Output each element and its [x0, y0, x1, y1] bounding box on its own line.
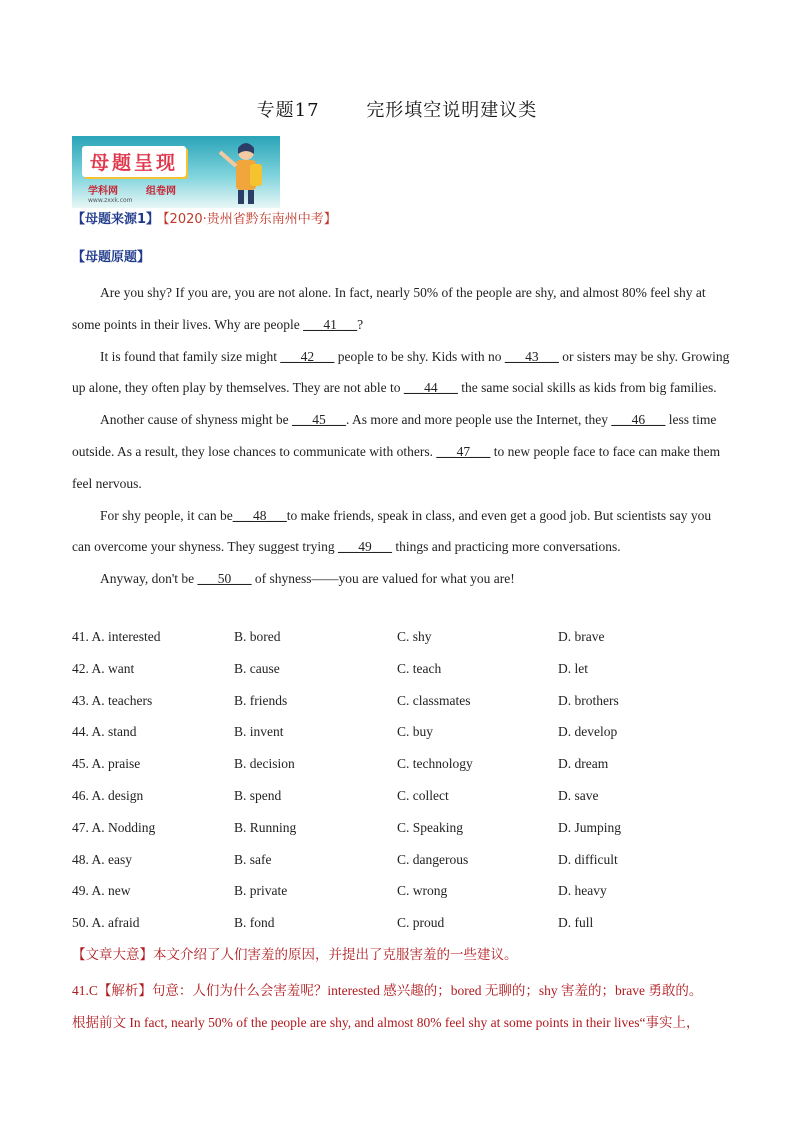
paragraph-4: For shy people, it can be___48___to make friends, speak in class, and even get a good job. But scientists say you can overcome your shyness. They suggest trying ___49___ things and practicing more conversations. — [72, 507, 712, 555]
source-label: 【母题来源1】 — [72, 212, 160, 227]
analysis-line-2: 根据前文 In fact, nearly 50% of the people are shy, and almost 80% feel shy at some points in their lives“事实上， — [72, 1014, 700, 1030]
option-row: 42. A. want B. cause C. teach D. let — [72, 660, 588, 676]
blank-49: ___49___ — [337, 539, 392, 555]
question-source — [72, 208, 337, 227]
analysis-line-1: 41.C【解析】句意：人们为什么会害羞呢？interested 感兴趣的；bored 无聊的；shy 害羞的；brave 勇敢的。 — [72, 983, 703, 998]
blank-48: ___48___ — [232, 507, 287, 523]
logo1-url: www.zxxk.com — [88, 197, 133, 204]
answer-analysis — [72, 975, 732, 1039]
blank-44: ___44___ — [403, 380, 458, 396]
topic-name: 完形填空说明建议类 — [366, 100, 538, 121]
option-row: 45. A. praise B. decision C. technology D. dream — [72, 756, 609, 772]
logo1-text: 学科网 — [88, 186, 118, 197]
option-row: 50. A. afraid B. fond C. proud D. full — [72, 915, 594, 931]
option-row: 47. A. Nodding B. Running C. Speaking D. Jumping — [72, 819, 622, 835]
option-row: 49. A. new B. private C. wrong D. heavy — [72, 883, 607, 899]
zujuanwang-logo: 组卷网 — [146, 186, 176, 197]
banner-text: 母题呈现 — [82, 146, 186, 177]
option-row: 41. A. interested B. bored C. shy D. brave — [72, 629, 605, 644]
option-row: 43. A. teachers B. friends C. classmates D. brothers — [72, 692, 619, 708]
blank-41: ___41___ — [303, 316, 358, 332]
blank-47: ___47___ — [436, 443, 491, 459]
paragraph-5: Anyway, don't be ___50___ of shyness——you are valued for what you are! — [100, 571, 515, 587]
banner-image — [72, 136, 280, 208]
options-list — [72, 626, 732, 944]
blank-50: ___50___ — [197, 571, 252, 587]
paragraph-2: It is found that family size might ___42___ people to be shy. Kids with no ___43___ or sisters may be shy. Growing up alone, they often play by themselves. They are not able to ___44___ the same social skills as kids from big families. — [72, 348, 730, 396]
article-summary: 【文章大意】本文介绍了人们害羞的原因，并提出了克服害羞的一些建议。 — [72, 947, 518, 963]
paragraph-1: Are you shy? If you are, you are not alone. In fact, nearly 50% of the people are shy, and almost 80% feel shy at some points in their lives. Why are people ___41___? — [72, 285, 706, 332]
option-row: 48. A. easy B. safe C. dangerous D. difficult — [72, 851, 618, 867]
paragraph-3: Another cause of shyness might be ___45___. As more and more people use the Internet, they ___46___ less time outside. As a result, they lose chances to communicate with others. ___47___ to new people face to face can make them feel nervous. — [72, 412, 721, 491]
blank-46: ___46___ — [611, 412, 666, 428]
topic-number: 专题17 — [256, 100, 320, 121]
cloze-passage — [72, 277, 732, 595]
option-row: 44. A. stand B. invent C. buy D. develop — [72, 724, 618, 740]
original-question-label: 【母题原题】 — [72, 250, 151, 265]
source-text: 【2020·贵州省黔东南州中考】 — [163, 212, 337, 227]
blank-42: ___42___ — [280, 348, 335, 364]
blank-45: ___45___ — [291, 412, 346, 428]
xuekewang-logo — [88, 182, 133, 204]
teacher-figure-icon — [214, 140, 274, 206]
page-title — [0, 96, 794, 122]
option-row: 46. A. design B. spend C. collect D. save — [72, 787, 599, 803]
blank-43: ___43___ — [504, 348, 559, 364]
